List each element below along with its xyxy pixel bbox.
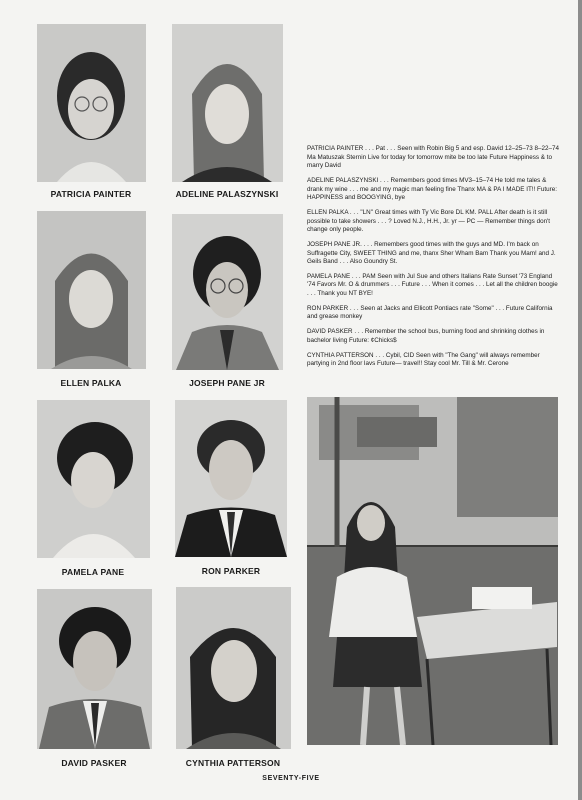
portrait-name: DAVID PASKER: [61, 758, 127, 768]
senior-bios: [307, 145, 560, 375]
portrait-name: PATRICIA PAINTER: [50, 189, 132, 199]
bio-pamela-pane: PAMELA PANE . . . PAM Seen with Jul Sue and others Italians Rate Sunset '73 England '74 Favors Mr. O & drummers . . . Future . . . When it comes . . . Let all the children boogie . . . Thank you NT BYE!: [307, 272, 558, 298]
portrait-name: ELLEN PALKA: [60, 378, 122, 388]
portrait-ellen-palka: [37, 211, 146, 369]
bio-ellen-palka: ELLEN PALKA . . . "LN" Great times with Ty Vic Bore DL KM. PALL After death is it still possible to take showers . . . ? Loved N.J., H.H., Jr. yr — PC — Remember things don't change only people.: [307, 208, 551, 234]
bio-joseph-pane-jr: JOSEPH PANE JR. . . . Remembers good times with the guys and MD. I'm back on Suffragette City, SWEET THING and me, thanx Sher Wham Bam Thank you Mam! and J. Geils Band . . . Also Goundry St.: [307, 240, 556, 266]
portrait-name: RON PARKER: [201, 566, 261, 576]
portrait-david-pasker: [37, 589, 152, 749]
portrait-name: ADELINE PALASZYNSKI: [175, 189, 279, 199]
page-number: SEVENTY-FIVE: [262, 775, 320, 782]
portrait-pamela-pane: [37, 400, 150, 558]
bio-david-pasker: DAVID PASKER . . . Remember the school bus, burning food and shrinking clothes in bachelor living Future: ¢Chicks$: [307, 328, 545, 344]
portrait-name: PAMELA PANE: [61, 567, 125, 577]
portrait-patricia-painter: [37, 24, 146, 182]
portrait-name: CYNTHIA PATTERSON: [185, 758, 281, 768]
candid-classroom-photo: [307, 397, 558, 745]
bio-adeline-palaszynski: ADELINE PALASZYNSKI . . . Remembers good times MV3–15–74 He told me tales & drank my wine . . . me and my magic man feeling fine Thanx MA & PA I MADE IT!! Future: HAPPINESS and BOOGYING, bye: [307, 176, 557, 202]
bio-cynthia-patterson: CYNTHIA PATTERSON . . . Cybil, CID Seen with "The Gang" will always remember partying in 2nd floor lavs Future— travel!! Stay cool Mr. Till & Mr. Cerone: [307, 351, 540, 368]
page-edge: [578, 0, 582, 800]
portrait-adeline-palaszynski: [172, 24, 283, 182]
bio-ron-parker: RON PARKER . . . Seen at Jacks and Ellicott Pontiacs rate "Some" . . . Future California and grease monkey: [307, 304, 553, 321]
portrait-joseph-pane-jr: [172, 214, 283, 370]
portrait-cynthia-patterson: [176, 587, 291, 749]
portrait-name: JOSEPH PANE JR: [189, 378, 265, 388]
bio-patricia-painter: PATRICIA PAINTER . . . Pat . . . Seen with Robin Big 5 and esp. David 12–25–73 8–22–74 Ma Matuszak Sternin Live for today for tomorrow mite be too late Future Happiness & to marry David: [307, 145, 560, 170]
portrait-ron-parker: [175, 400, 287, 557]
